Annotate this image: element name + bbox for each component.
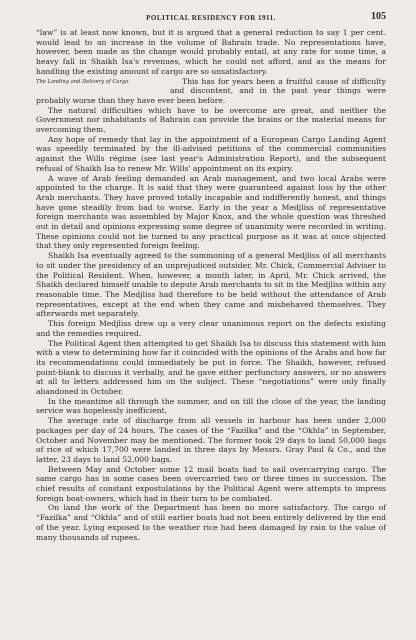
side-note: The Landing and Delivery of Cargo.	[36, 78, 130, 85]
page-number: 105	[371, 11, 386, 22]
page-header	[36, 8, 386, 28]
running-title: POLITICAL RESIDENCY FOR 1911.	[146, 14, 276, 22]
document-body	[36, 28, 386, 542]
paragraph-8: The Political Agent then attempted to get Shaikh Isa to discuss this statement with him with a view to determining how far it coincided with the opinions of the Arabs and how far its recommendations could immediately be put in force. The Shaikh, however, refused point-blank to discuss it verbally, and he gave either perfunctory answers, or no answers at all to letters addressed him on the subject. These “negotiations” were only finally abandoned in October.	[36, 338, 386, 397]
paragraph-7: This foreign Medjliss drew up a very clear unanimous report on the defects existing and the remedies required.	[36, 319, 386, 338]
paragraph-5: A wave of Arab feeling demanded an Arab management, and two local Arabs were appointed to the charge. It is said that they were guaranteed against loss by the other Arab merchants. They have proved totally incapable and indifferently honest, and things have gone steadily from bad to worse. Early in the year a Medjliss of representative foreign merchants was assembled by Major Knox, and the whole question was threshed out in detail and opinions expressing some degree of unanimity were recorded in writing. These opinions could not be turned to any practical purpose as it was at once objected that they only represented foreign feeling.	[36, 173, 386, 251]
paragraph-2-text: This has for years been a fruitful cause of difficulty and discontent, and in the past year things were probably worse than they have ever been before.	[36, 76, 386, 105]
paragraph-12: On land the work of the Department has been no more satisfactory. The cargo of “Fazilka” and “Okhla” and of still earlier boats had not been entirely delivered by the end of the year. Lying exposed to the weather rice had been damaged by rain to the value of many thousands of rupees.	[36, 503, 386, 542]
paragraph-3: The natural difficulties which have to be overcome are great, and neither the Government nor inhabitants of Bahrain can provide the brains or the material means for overcoming them.	[36, 105, 386, 135]
paragraph-6: Shaikh Isa eventually agreed to the summoning of a general Medjliss of all merchants to sit under the presidency of an unprejudiced outsider, Mr. Chick, Commercial Adviser to the Political Resident. When, however, a month later, in April, Mr. Chick arrived, the Shaikh declared himself unable to depute Arab merchants to sit in the Medjliss within any reasonable time. The Medjliss had therefore to be held without the attendance of Arab representatives, except at the end when they came and misbehaved themselves. They afterwards met separately.	[36, 251, 386, 319]
paragraph-2	[36, 77, 386, 106]
paragraph-9: In the meantime all through the summer, and on till the close of the year, the landing service was hopelessly inefficient.	[36, 396, 386, 416]
paragraph-11: Between May and October some 12 mail boats had to sail overcarrying cargo. The same cargo has in some cases been overcarried two or three times in succession. The chief results of constant expostulations by the Political Agent were attempts to impress foreign boat-owners, which had in their turn to be combated.	[36, 464, 386, 503]
paragraph-10: The average rate of discharge from all vessels in harbour has been under 2,000 packages per day of 24 hours. The cases of the “Fazilka” and the “Okhla” in September, October and November may be mentioned. The former took 29 days to land 50,000 bags of rice of which 17,700 were landed in three days by Messrs. Gray Paul & Co., and the latter, 23 days to land 52,000 bags.	[36, 416, 386, 464]
document-page	[36, 8, 386, 542]
paragraph-4: Any hope of remedy that lay in the appointment of a European Cargo Landing Agent was speedily terminated by the ill-advised petitions of the commercial communities against the Wills régime (see last year's Administration Report), and the subsequent refusal of Shaikh Isa to renew Mr. Wills' appointment on its expiry.	[36, 134, 386, 173]
paragraph-1: “law” is at least now known, but it is argued that a general reduction to say 1 per cent. would lead to an increase in the volume of Bahrain trade. No representations have, however, been made as the change would probably entail, at any rate for some time, a heavy fall in Shaikh Isa's revenues, which he could not afford, and as the means for handling the existing amount of cargo are so unsatisfactory.	[36, 28, 386, 76]
